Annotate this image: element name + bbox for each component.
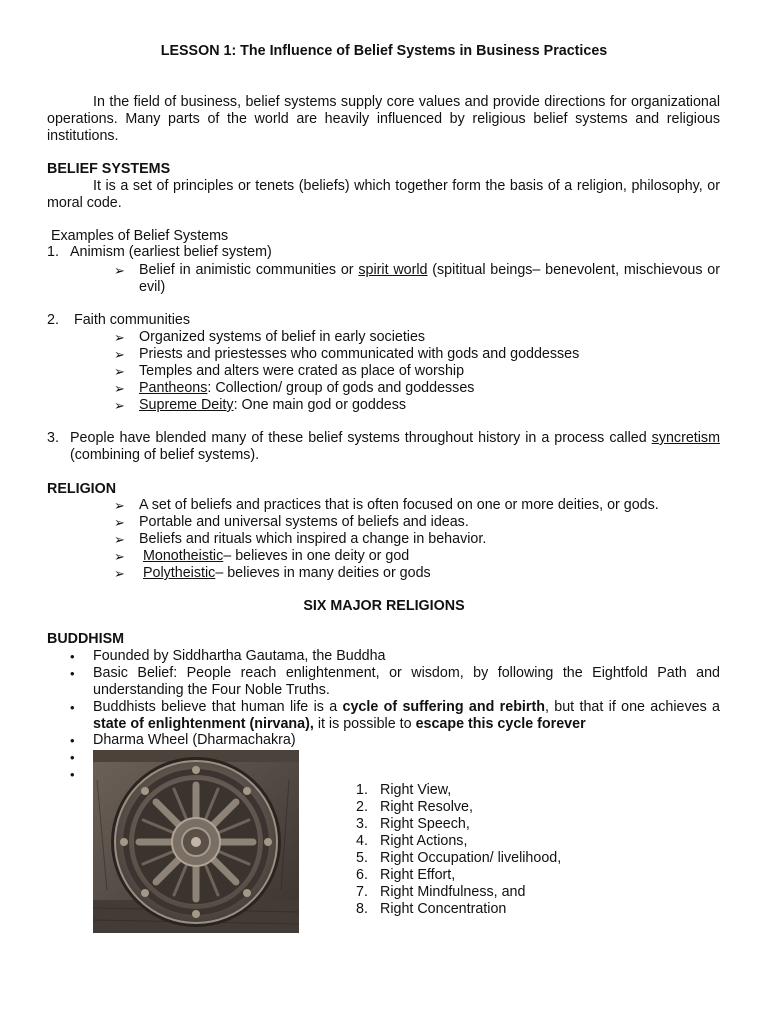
monotheistic-term: Monotheistic xyxy=(143,548,224,564)
eightfold-item: 6. Right Effort, xyxy=(356,867,456,883)
eightfold-item: 1. Right View, xyxy=(356,782,452,798)
faith-subitem: Temples and alters were crated as place of worship xyxy=(139,363,465,379)
lesson-title: LESSON 1: The Influence of Belief Systems in Business Practices xyxy=(160,43,608,59)
bullet-icon: • xyxy=(70,750,75,765)
list-number: 3. xyxy=(47,430,59,446)
arrow-bullet-icon: ➢ xyxy=(114,532,125,547)
polytheistic-term: Polytheistic xyxy=(143,565,216,581)
syncretism-item: People have blended many of these belief systems throughout history in a process called syncretism (combining of belief systems). xyxy=(70,430,720,463)
arrow-bullet-icon: ➢ xyxy=(114,498,125,513)
belief-systems-definition: It is a set of principles or tenets (beliefs) which together form the basis of a religion, philosophy, or moral code. xyxy=(47,178,720,211)
arrow-bullet-icon: ➢ xyxy=(114,364,125,379)
dharma-wheel-image xyxy=(93,750,299,933)
buddhism-cycle-belief: Buddhists believe that human life is a cycle of suffering and rebirth, but that if one achieves a state of enlightenment (nirvana), it is possible to escape this cycle forever xyxy=(93,699,721,732)
buddhism-basic-belief: Basic Belief: People reach enlightenment, or wisdom, by following the Eightfold Path and understanding the Four Noble Truths. xyxy=(93,665,720,698)
religion-heading: RELIGION xyxy=(47,481,117,497)
belief-systems-heading: BELIEF SYSTEMS xyxy=(47,161,171,177)
bullet-icon: • xyxy=(70,733,75,748)
dharma-wheel-label: Dharma Wheel (Dharmachakra) xyxy=(93,732,296,748)
animism-item: Animism (earliest belief system) xyxy=(70,244,272,260)
arrow-bullet-icon: ➢ xyxy=(114,347,125,362)
bullet-icon: • xyxy=(70,666,75,681)
arrow-bullet-icon: ➢ xyxy=(114,330,125,345)
intro-paragraph: In the field of business, belief systems supply core values and provide directions for organizational operations. Many parts of the world are heavily influenced by religious belief systems and religious institutions. xyxy=(47,94,720,144)
spirit-world-term: spirit world xyxy=(358,262,428,278)
list-number: 1. xyxy=(47,244,59,260)
list-number: 2. xyxy=(47,312,59,328)
faith-subitem: Pantheons: Collection/ group of gods and goddesses xyxy=(139,380,475,396)
faith-subitem: Priests and priestesses who communicated with gods and goddesses xyxy=(139,346,580,362)
eightfold-item: 5. Right Occupation/ livelihood, xyxy=(356,850,562,866)
religion-item: Monotheistic– believes in one deity or god xyxy=(143,548,410,564)
bullet-icon: • xyxy=(70,649,75,664)
syncretism-term: syncretism xyxy=(651,430,720,446)
bullet-icon: • xyxy=(70,700,75,715)
eightfold-path-list xyxy=(356,782,561,918)
religion-item: A set of beliefs and practices that is often focused on one or more deities, or gods. xyxy=(139,497,659,513)
eightfold-item: 4. Right Actions, xyxy=(356,833,468,849)
six-major-religions-heading: SIX MAJOR RELIGIONS xyxy=(303,598,465,614)
eightfold-item: 7. Right Mindfulness, and xyxy=(356,884,526,900)
arrow-bullet-icon: ➢ xyxy=(114,549,125,564)
religion-item: Beliefs and rituals which inspired a change in behavior. xyxy=(139,531,487,547)
arrow-bullet-icon: ➢ xyxy=(114,263,125,278)
religion-item: Portable and universal systems of beliefs and ideas. xyxy=(139,514,469,530)
arrow-bullet-icon: ➢ xyxy=(114,515,125,530)
faith-communities-item: Faith communities xyxy=(74,312,191,328)
buddhism-founder: Founded by Siddhartha Gautama, the Buddha xyxy=(93,648,386,664)
animism-subitem: Belief in animistic communities or spirit world (spititual beings– benevolent, mischievous or evil) xyxy=(139,262,721,295)
arrow-bullet-icon: ➢ xyxy=(114,398,125,413)
faith-subitem: Supreme Deity: One main god or goddess xyxy=(139,397,407,413)
bullet-icon: • xyxy=(70,767,75,782)
supreme-deity-term: Supreme Deity xyxy=(139,397,234,413)
buddhism-heading: BUDDHISM xyxy=(47,631,125,647)
eightfold-item: 2. Right Resolve, xyxy=(356,799,473,815)
examples-label: Examples of Belief Systems xyxy=(51,228,229,244)
pantheons-term: Pantheons xyxy=(139,380,208,396)
arrow-bullet-icon: ➢ xyxy=(114,381,125,396)
arrow-bullet-icon: ➢ xyxy=(114,566,125,581)
religion-item: Polytheistic– believes in many deities or gods xyxy=(143,565,431,581)
faith-subitem: Organized systems of belief in early societies xyxy=(139,329,426,345)
eightfold-item: 8. Right Concentration xyxy=(356,901,507,917)
eightfold-item: 3. Right Speech, xyxy=(356,816,470,832)
